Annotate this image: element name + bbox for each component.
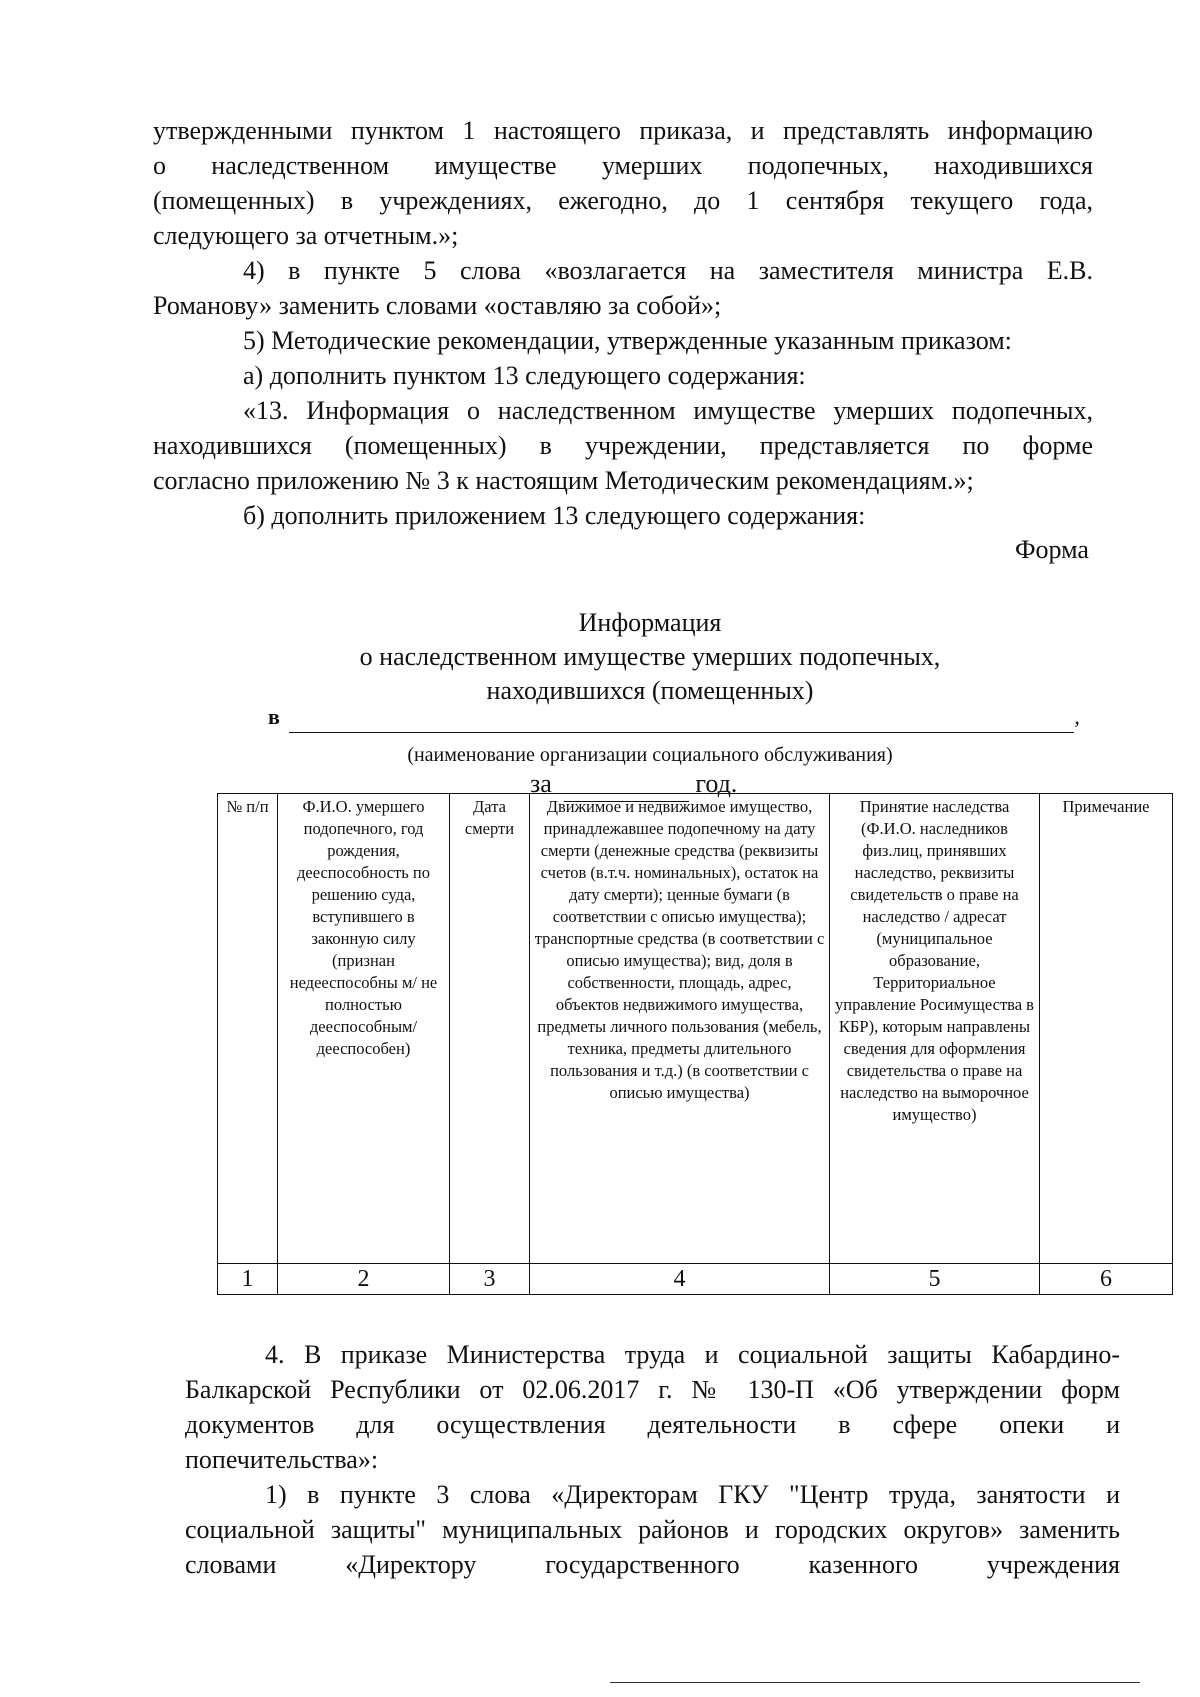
inheritance-form-table: [217, 793, 1173, 1295]
column-number-5: 5: [830, 1264, 1040, 1295]
form-title-line-3: находившихся (помещенных): [486, 676, 814, 705]
table-numbers-row: [218, 1264, 1173, 1295]
item5a-line: а) дополнить пунктом 13 следующего содержания:: [243, 361, 806, 390]
header-property: Движимое и недвижимое имущество, принадлежавшее подопечному на дату смерти (денежные средства (реквизиты счетов (в.т.ч. номинальных), остаток на дату смерти); ценные бумаги (в соответствии с описью имущества); транспортные средства (в соответствии с описью имущества); вид, доля в собственности, площадь, адрес, объектов недвижимого имущества, предметы личного пользования (мебель, техника, предметы длительного пользования и т.д.) (в соответствии с описью имущества): [530, 794, 830, 1264]
column-number-4: 4: [530, 1264, 830, 1295]
item4-line-1: 4) в пункте 5 слова «возлагается на заместителя министра Е.В.: [243, 256, 1093, 285]
top-paragraph-line-2: о наследственном имуществе умерших подопечных, находившихся: [153, 151, 1093, 180]
org-caption: (наименование организации социального обслуживания): [407, 744, 893, 766]
column-number-6: 6: [1040, 1264, 1173, 1295]
item5-line: 5) Методические рекомендации, утвержденные указанным приказом:: [243, 326, 1012, 355]
footer-rule: [610, 1682, 1140, 1683]
table-header-row: [218, 794, 1173, 1264]
top-paragraph-line-4: следующего за отчетным.»;: [153, 221, 459, 250]
section4-line-3: документов для осуществления деятельности в сфере опеки и: [185, 1410, 1120, 1439]
item4-line-2: Романову» заменить словами «оставляю за собой»;: [153, 291, 722, 320]
form-in-prefix: в: [268, 704, 280, 729]
point13-line-1: «13. Информация о наследственном имуществе умерших подопечных,: [243, 396, 1093, 425]
column-number-3: 3: [450, 1264, 530, 1295]
point13-line-3: согласно приложению № 3 к настоящим Методическим рекомендациям.»;: [153, 466, 974, 495]
section4-item1-line-2: социальной защиты" муниципальных районов и городских округов» заменить: [185, 1515, 1120, 1544]
top-paragraph-line-1: утвержденными пунктом 1 настоящего приказа, и представлять информацию: [153, 116, 1093, 145]
section4-item1-line-1: 1) в пункте 3 слова «Директорам ГКУ "Центр труда, занятости и: [265, 1480, 1120, 1509]
column-number-2: 2: [278, 1264, 450, 1295]
header-note: Примечание: [1040, 794, 1173, 1264]
point13-line-2: находившихся (помещенных) в учреждении, представляется по форме: [153, 431, 1093, 460]
item5b-line: б) дополнить приложением 13 следующего содержания:: [243, 501, 866, 530]
form-title-line-2: о наследственном имуществе умерших подопечных,: [359, 642, 941, 671]
header-number: № п/п: [218, 794, 278, 1264]
section4-item1-line-3: словами «Директору государственного казенного учреждения: [185, 1550, 1120, 1579]
form-in-suffix: ,: [1074, 704, 1080, 729]
form-in-line: [268, 702, 1080, 733]
forma-label: Форма: [1015, 535, 1089, 564]
section4-line-4: попечительства»:: [185, 1445, 379, 1474]
header-death-date: Дата смерти: [450, 794, 530, 1264]
top-paragraph-line-3: (помещенных) в учреждениях, ежегодно, до 1 сентября текущего года,: [153, 186, 1093, 215]
organization-blank: [289, 702, 1074, 733]
section4-line-1: 4. В приказе Министерства труда и социальной защиты Кабардино-: [265, 1340, 1120, 1369]
header-fio: Ф.И.О. умершего подопечного, год рождения, дееспособность по решению суда, вступившего в законную силу (признан недееспособны м/ не полностью дееспособным/ дееспособен): [278, 794, 450, 1264]
form-year-prefix: за: [530, 769, 552, 798]
column-number-1: 1: [218, 1264, 278, 1295]
header-inheritance: Принятие наследства (Ф.И.О. наследников физ.лиц, принявших наследство, реквизиты свидетельств о праве на наследство / адресат (муниципальное образование, Территориальное управление Росимущества в КБР), которым направлены сведения для оформления свидетельства о праве на наследство на выморочное имущество): [830, 794, 1040, 1264]
section4-line-2: Балкарской Республики от 02.06.2017 г. № 130-П «Об утверждении форм: [185, 1375, 1120, 1404]
form-year-suffix: год.: [695, 769, 738, 798]
form-title-line-1: Информация: [578, 608, 722, 637]
